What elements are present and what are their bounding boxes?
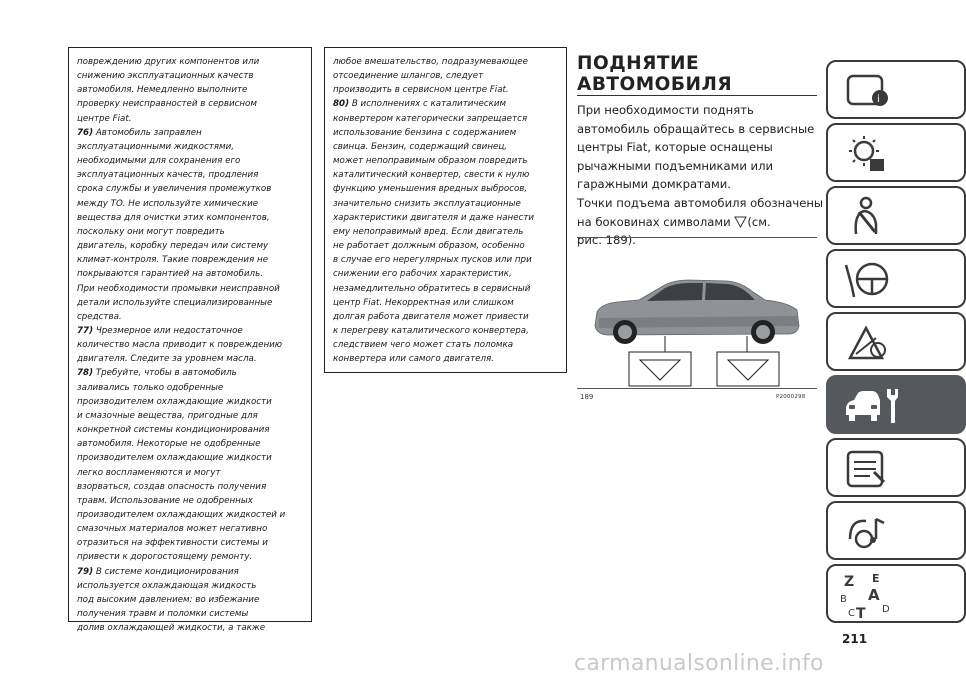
section-title-line1: ПОДНЯТИЕ [577, 53, 700, 74]
warning-line: свинца. Бензин, содержащий свинец, [333, 141, 508, 152]
warning-line: проверку неисправностей в сервисном [77, 99, 257, 110]
warning-line: производителем охлаждающих жидкостей и [77, 510, 286, 520]
svg-text:i: i [877, 94, 880, 105]
warning-line: срока службы и увеличения промежутков [77, 184, 272, 195]
warning-line: взорваться, создав опасность получения [77, 481, 267, 492]
tab-emergency[interactable] [826, 312, 966, 371]
warning-line [77, 324, 305, 338]
section-title [577, 53, 819, 95]
figure-bottom-rule [577, 388, 817, 389]
warning-line: травм. Использование не одобренных [77, 495, 253, 506]
index-letter: D [882, 604, 890, 615]
section-body [577, 101, 822, 250]
safety-seatbelt-icon [842, 194, 892, 240]
warning-line: любое вмешательство, подразумевающее [333, 57, 528, 67]
warning-line: средства. [77, 311, 122, 322]
warning-line: использование бензина с содержанием [333, 127, 517, 138]
warning-line: конвертером категорически запрещается [333, 113, 528, 124]
dashboard-info-icon [842, 68, 892, 114]
title-underline [577, 95, 817, 96]
warning-line: долив охлаждающей жидкости, а также [77, 623, 266, 634]
index-letter: E [872, 572, 880, 585]
warning-line: производителем охлаждающие жидкости [77, 453, 272, 464]
body-line [577, 213, 822, 232]
warning-text: Требуйте, чтобы в автомобиль [95, 368, 237, 379]
warning-line: детали используйте специализированные [77, 297, 273, 308]
index-letter: A [868, 586, 880, 604]
warning-line: конкретной системы кондиционирования [77, 425, 270, 436]
warning-line: в случае его нерегулярных пусков или при [333, 255, 532, 266]
warning-line: снижении его рабочих характеристик, [333, 269, 512, 280]
warning-line: смазочных материалов может негативно [77, 524, 268, 535]
multimedia-icon [842, 509, 892, 555]
steering-start-icon [842, 257, 892, 303]
index-letter: C [848, 608, 855, 619]
tab-index[interactable] [826, 564, 966, 623]
warning-line: каталитический конвертер, свести к нулю [333, 170, 530, 181]
watermark: carmanualsonline.info [574, 651, 824, 676]
warning-number: 79) [77, 566, 94, 577]
figure-code: P2000298 [776, 394, 806, 400]
warning-line: При необходимости промывки неисправной [77, 283, 280, 294]
tab-safety[interactable] [826, 186, 966, 245]
warning-line: легко воспламеняются и могут [77, 467, 221, 478]
body-line: автомобиль обращайтесь в сервисные [577, 121, 815, 136]
tab-lights-controls[interactable] [826, 123, 966, 182]
index-letter: B [840, 594, 847, 605]
warning-line: ему непоправимый вред. Если двигатель [333, 226, 524, 237]
warning-line: конвертера или самого двигателя. [333, 354, 495, 365]
tab-maintenance[interactable] [826, 375, 966, 434]
warning-line: получения травм и поломки системы [77, 609, 249, 620]
warning-line: необходимыми для сохранения его [77, 156, 241, 167]
alphabetical-index-icon [842, 572, 912, 622]
warning-line [77, 366, 305, 380]
warning-line: автомобиля. Немедленно выполните [77, 85, 248, 96]
warnings-text-middle [333, 55, 560, 366]
lights-controls-icon [842, 131, 892, 177]
body-line: При необходимости поднять [577, 103, 754, 117]
warning-line: климат-контроля. Такие повреждения не [77, 255, 269, 266]
warning-line: используется охлаждающая жидкость [77, 580, 257, 591]
warning-line: покрываются гарантией на автомобиль. [77, 269, 263, 280]
warning-line: двигателя. Следите за уровнем масла. [77, 354, 257, 365]
warning-emergency-icon [842, 320, 892, 366]
tab-technical-data[interactable] [826, 438, 966, 497]
warning-line: значительно снизить эксплуатационные [333, 198, 521, 209]
warning-text: Автомобиль заправлен [95, 127, 202, 138]
car-lift-points-figure [577, 240, 817, 386]
car-maintenance-icon [842, 383, 898, 429]
warning-line: эксплуатационными жидкостями, [77, 141, 234, 152]
lift-point-triangle-icon [734, 216, 747, 228]
warning-line: повреждению других компонентов или [77, 57, 260, 67]
warning-line: и смазочные вещества, пригодные для [77, 410, 258, 421]
technical-data-icon [842, 446, 892, 492]
warning-line [77, 126, 305, 140]
warning-line: центр Fiat. Некорректная или слишком [333, 297, 514, 308]
warning-line: снижению эксплуатационных качеств [77, 71, 254, 82]
warning-line: производителем охлаждающие жидкости [77, 396, 272, 407]
warning-line: под высоким давлением: во избежание [77, 594, 260, 605]
warning-number: 78) [77, 368, 94, 379]
warning-text: Чрезмерное или недостаточное [95, 325, 243, 336]
warning-line: между ТО. Не используйте химические [77, 198, 259, 209]
warnings-text-left [77, 55, 305, 635]
warning-line: характеристики двигателя и даже нанести [333, 212, 535, 223]
warning-line: незамедлительно обратитесь в сервисный [333, 283, 531, 294]
warning-number: 77) [77, 325, 94, 336]
warning-line: эксплуатационных качеств, продления [77, 170, 259, 181]
tab-dashboard[interactable] [826, 60, 966, 119]
warning-line [333, 97, 560, 111]
warning-line: привести к дорогостоящему ремонту. [77, 552, 253, 563]
warning-line: к перегреву каталитического конвертера, [333, 325, 529, 336]
index-letter: Z [844, 574, 855, 590]
warnings-box-left [68, 47, 312, 634]
warning-text: В исполнениях с каталитическим [351, 99, 507, 110]
body-line: Точки подъема автомобиля обозначены [577, 195, 824, 210]
warning-line: поскольку они могут повредить [77, 226, 225, 237]
warning-line: двигатель, коробку передач или систему [77, 241, 269, 252]
warnings-box-middle [324, 47, 567, 373]
warning-line: функцию уменьшения вредных выбросов, [333, 184, 528, 195]
warning-text: В системе кондиционирования [95, 566, 239, 577]
warning-line: автомобиля. Некоторые не одобренные [77, 439, 261, 450]
warning-line: вещества для очистки этих компонентов, [77, 212, 270, 223]
warning-line: количество масла приводит к повреждению [77, 340, 283, 351]
body-line-text: (см. [747, 214, 771, 229]
warning-line: не работает должным образом, особенно [333, 241, 525, 252]
warning-line: отразиться на эффективности системы и [77, 538, 268, 549]
page-number: 211 [842, 632, 868, 646]
tab-starting-driving[interactable] [826, 249, 966, 308]
warning-number: 76) [77, 127, 94, 138]
body-line-text: на боковинах символами [577, 214, 731, 229]
section-title-line2: АВТОМОБИЛЯ [577, 74, 733, 95]
body-line: центры Fiat, которые оснащены [577, 140, 773, 155]
warning-number: 80) [333, 99, 350, 110]
index-letter: T [856, 606, 866, 622]
warning-line [77, 565, 305, 579]
body-line: рис. 189). [577, 233, 636, 248]
tab-multimedia[interactable] [826, 501, 966, 560]
warning-line: следствием чего может стать поломка [333, 340, 514, 351]
warning-line: отсоединение шлангов, следует [333, 71, 484, 82]
figure-top-rule [577, 237, 817, 238]
warning-line: заливались только одобренные [77, 382, 224, 393]
figure-number: 189 [580, 393, 594, 401]
warning-line: центре Fiat. [77, 113, 132, 124]
body-line: гаражными домкратами. [577, 177, 731, 192]
warning-line: долгая работа двигателя может привести [333, 311, 529, 322]
warning-line: может непоправимым образом повредить [333, 156, 528, 167]
warning-line: производить в сервисном центре Fiat. [333, 85, 509, 96]
chapter-tabs [826, 60, 960, 620]
body-line: рычажными подъемниками или [577, 158, 774, 173]
